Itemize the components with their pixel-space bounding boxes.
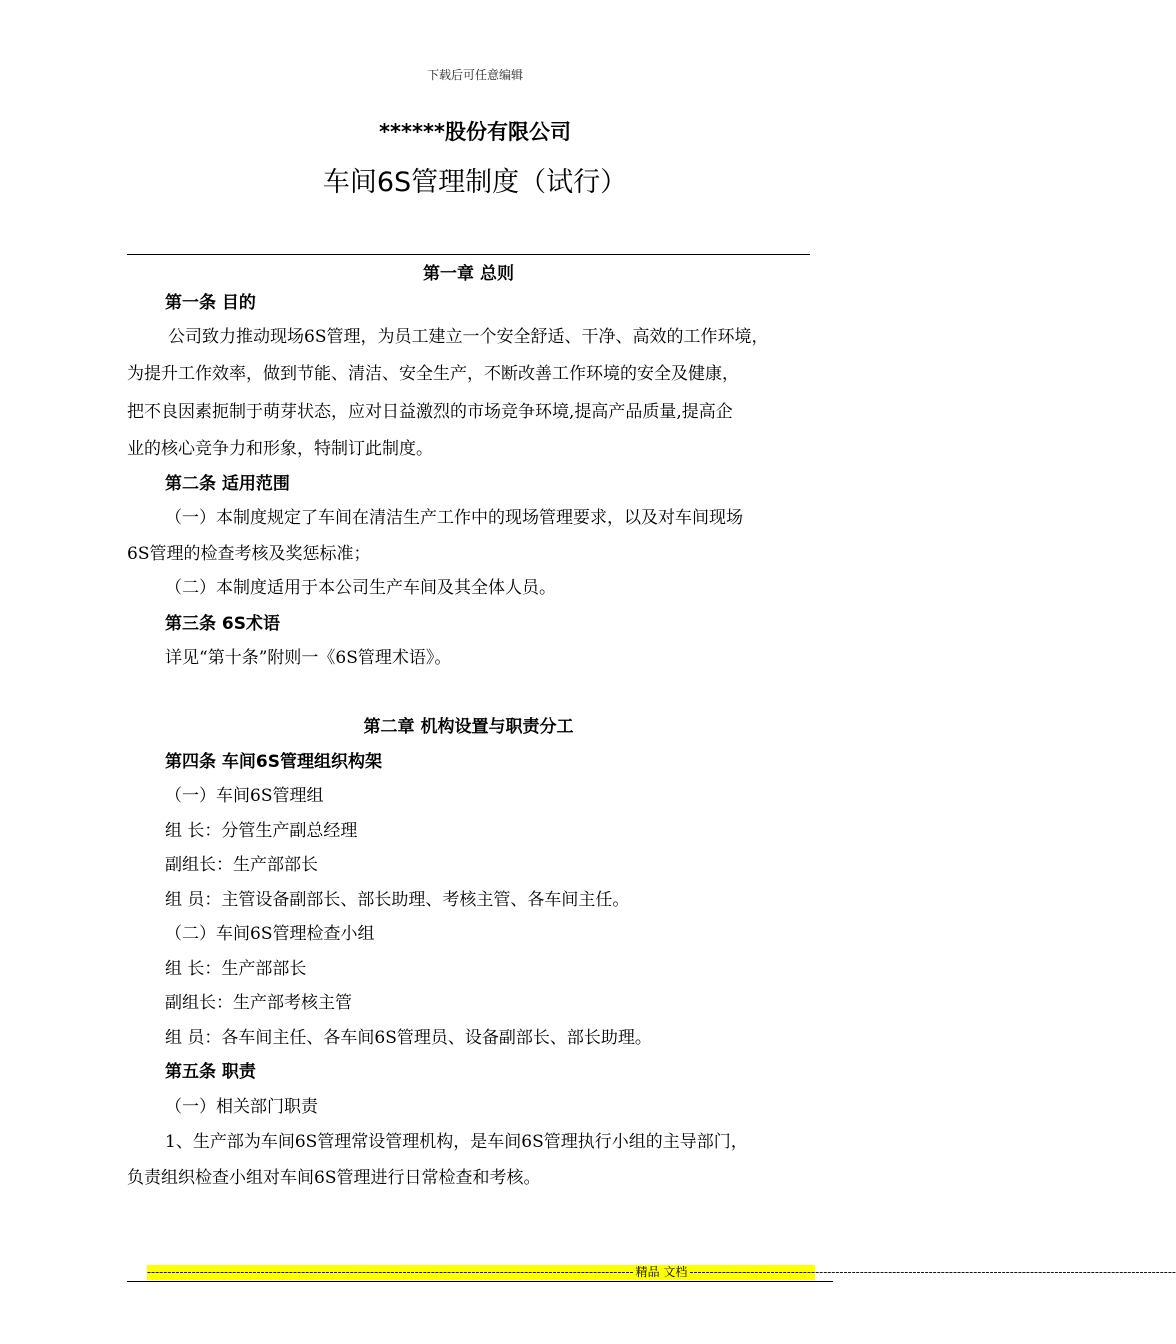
footer-rule xyxy=(127,1281,833,1282)
chapter-2-heading: 第二章 机构设置与职责分工 xyxy=(363,717,574,737)
article-2-line-2: 6S管理的检查考核及奖惩标准； xyxy=(127,544,371,564)
article-4-title: 第四条 车间6S管理组织构架 xyxy=(165,752,382,772)
article-4-line-8: 组 员：各车间主任、各车间6S管理员、设备副部长、部长助理。 xyxy=(165,1028,652,1048)
article-3-title: 第三条 6S术语 xyxy=(165,614,280,634)
article-4-line-1: （一）车间6S管理组 xyxy=(165,786,324,806)
footer-label: 精品 文档 xyxy=(635,1265,688,1279)
article-4-line-3: 副组长：生产部部长 xyxy=(165,855,318,875)
article-1-line-3: 把不良因素扼制于萌芽状态，应对日益激烈的市场竞争环境,提高产品质量,提高企 xyxy=(127,402,733,422)
article-2-line-3: （二）本制度适用于本公司生产车间及其全体人员。 xyxy=(165,578,556,598)
article-1-line-1: 公司致力推动现场6S管理，为员工建立一个安全舒适、干净、高效的工作环境， xyxy=(168,327,769,347)
article-1-line-2: 为提升工作效率，做到节能、清洁、安全生产，不断改善工作环境的安全及健康， xyxy=(127,364,739,384)
footer-dashes-left: ------------------------------------------------------------------------------------------------------------------------ xyxy=(147,1265,634,1279)
article-4-line-6: 组 长：生产部部长 xyxy=(165,959,307,979)
company-name: ******股份有限公司 xyxy=(379,120,571,144)
title-divider xyxy=(127,254,810,255)
chapter-1-heading: 第一章 总则 xyxy=(423,264,514,284)
footer-dashes-right: ------------------------------------------------------------------------------------------------------------------------ xyxy=(689,1265,1176,1279)
article-4-line-5: （二）车间6S管理检查小组 xyxy=(165,924,375,944)
article-5-line-1: （一）相关部门职责 xyxy=(165,1097,318,1117)
article-5-line-3: 负责组织检查小组对车间6S管理进行日常检查和考核。 xyxy=(127,1168,541,1188)
article-2-title: 第二条 适用范围 xyxy=(165,474,290,494)
article-4-line-2: 组 长：分管生产副总经理 xyxy=(165,821,358,841)
article-3-line-1: 详见“第十条”附则一《6S管理术语》。 xyxy=(165,648,452,668)
article-4-line-4: 组 员：主管设备副部长、部长助理、考核主管、各车间主任。 xyxy=(165,890,630,910)
article-2-line-1: （一）本制度规定了车间在清洁生产工作中的现场管理要求，以及对车间现场 xyxy=(165,508,743,528)
document-title: 车间6S管理制度（试行） xyxy=(322,167,628,198)
article-4-line-7: 副组长：生产部考核主管 xyxy=(165,993,352,1013)
footer-highlight-band xyxy=(147,1265,1176,1280)
article-5-line-2: 1、生产部为车间6S管理常设管理机构，是车间6S管理执行小组的主导部门， xyxy=(165,1132,748,1152)
article-5-title: 第五条 职责 xyxy=(165,1062,256,1082)
article-1-line-4: 业的核心竞争力和形象，特制订此制度。 xyxy=(127,439,433,459)
header-note: 下载后可任意编辑 xyxy=(426,68,523,82)
article-1-title: 第一条 目的 xyxy=(165,293,256,313)
